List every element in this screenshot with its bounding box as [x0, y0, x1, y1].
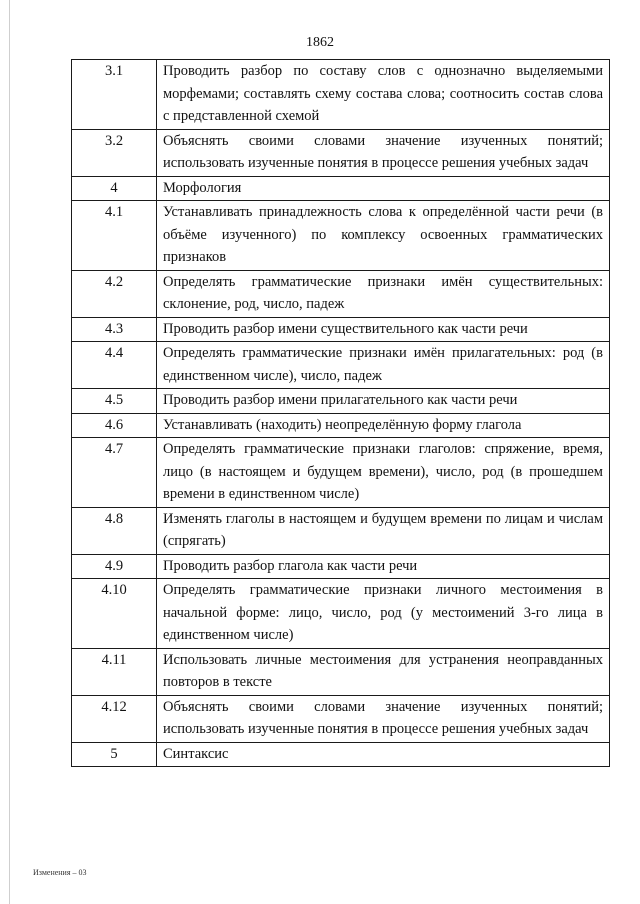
row-text: Изменять глаголы в настоящем и будущем времени по лицам и числам (спрягать) — [157, 507, 610, 554]
row-text: Объяснять своими словами значение изученных понятий; использовать изученные понятия в процессе решения учебных задач — [157, 695, 610, 742]
table-row — [72, 317, 610, 342]
row-text: Проводить разбор имени прилагательного как части речи — [157, 389, 610, 414]
table-row — [72, 695, 610, 742]
row-code: 4.2 — [72, 270, 157, 317]
row-text: Определять грамматические признаки личного местоимения в начальной форме: лицо, число, род (у местоимений 3-го лица в единственном числе) — [157, 579, 610, 649]
row-code: 4 — [72, 176, 157, 201]
row-text: Использовать личные местоимения для устранения неоправданных повторов в тексте — [157, 648, 610, 695]
table-row — [72, 342, 610, 389]
table-row — [72, 648, 610, 695]
row-code: 4.5 — [72, 389, 157, 414]
row-code: 4.12 — [72, 695, 157, 742]
row-text: Объяснять своими словами значение изученных понятий; использовать изученные понятия в процессе решения учебных задач — [157, 129, 610, 176]
row-text: Определять грамматические признаки имён существительных: склонение, род, число, падеж — [157, 270, 610, 317]
row-text: Определять грамматические признаки глаголов: спряжение, время, лицо (в настоящем и будущем времени), число, род (в прошедшем времени в единственном числе) — [157, 438, 610, 508]
table-row — [72, 201, 610, 271]
table-row — [72, 270, 610, 317]
table-row — [72, 579, 610, 649]
footer-revision-note: Изменения – 03 — [33, 868, 87, 877]
row-text: Определять грамматические признаки имён прилагательных: род (в единственном числе), число, падеж — [157, 342, 610, 389]
row-code: 3.1 — [72, 60, 157, 130]
row-code: 4.1 — [72, 201, 157, 271]
row-code: 4.9 — [72, 554, 157, 579]
row-text: Проводить разбор имени существительного как части речи — [157, 317, 610, 342]
page-number: 1862 — [306, 35, 334, 50]
row-code: 4.10 — [72, 579, 157, 649]
row-code: 4.8 — [72, 507, 157, 554]
row-code: 3.2 — [72, 129, 157, 176]
row-code: 4.4 — [72, 342, 157, 389]
row-text: Устанавливать принадлежность слова к определённой части речи (в объёме изученного) по комплексу освоенных грамматических признаков — [157, 201, 610, 271]
scan-edge-line — [9, 0, 10, 904]
row-text: Морфология — [157, 176, 610, 201]
row-text: Проводить разбор глагола как части речи — [157, 554, 610, 579]
table-row — [72, 60, 610, 130]
row-text: Устанавливать (находить) неопределённую форму глагола — [157, 413, 610, 438]
table-row — [72, 129, 610, 176]
row-text: Проводить разбор по составу слов с однозначно выделяемыми морфемами; составлять схему состава слова; соотносить состав слова с представленной схемой — [157, 60, 610, 130]
table-row — [72, 742, 610, 767]
row-code: 4.11 — [72, 648, 157, 695]
requirements-table — [71, 59, 610, 767]
table-row — [72, 413, 610, 438]
row-code: 5 — [72, 742, 157, 767]
row-text: Синтаксис — [157, 742, 610, 767]
row-code: 4.3 — [72, 317, 157, 342]
row-code: 4.6 — [72, 413, 157, 438]
row-code: 4.7 — [72, 438, 157, 508]
table-row — [72, 176, 610, 201]
table-row — [72, 554, 610, 579]
table-row — [72, 438, 610, 508]
requirements-table-body — [72, 60, 610, 767]
table-row — [72, 507, 610, 554]
table-row — [72, 389, 610, 414]
